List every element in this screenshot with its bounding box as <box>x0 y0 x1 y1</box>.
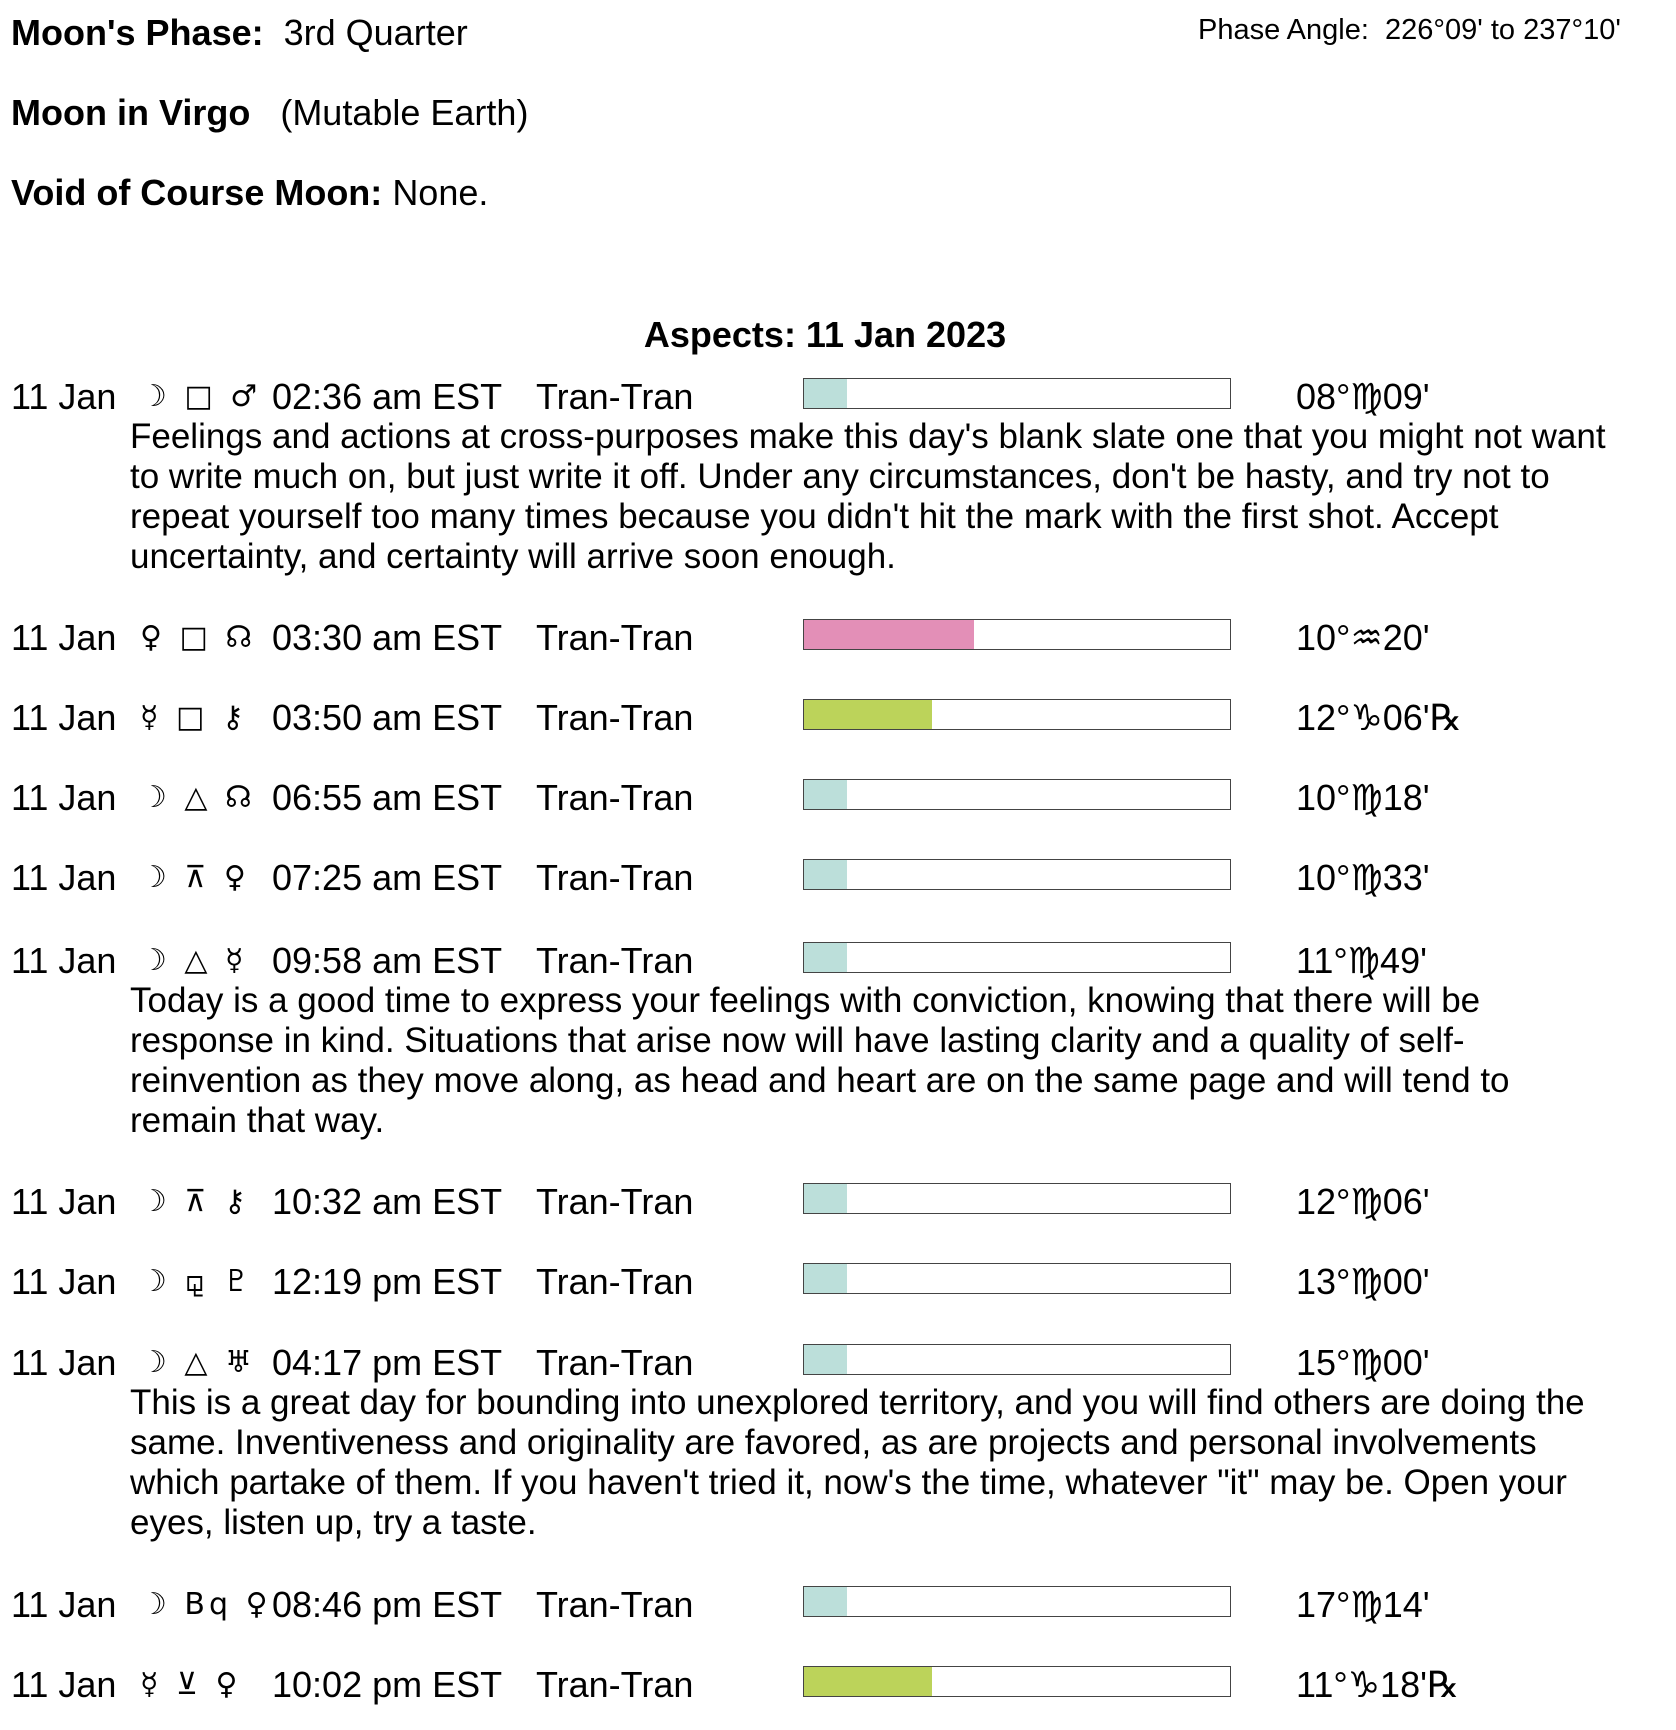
aspect-glyphs: ♀ □ ☊ <box>140 620 257 655</box>
aspect-glyphs: ☽ △ ♅ <box>140 1345 256 1380</box>
aspect-glyphs: ☽ □ ♂ <box>140 379 262 414</box>
aspect-position: 08°♍09' <box>1296 376 1430 417</box>
aspect-position: 12°♍06' <box>1296 1181 1430 1222</box>
aspect-time: 03:30 am EST <box>272 617 503 658</box>
aspect-line <box>0 697 1676 739</box>
aspect-position: 11°♍49' <box>1296 940 1427 981</box>
aspect-glyphs: ☿ □ ⚷ <box>140 700 248 735</box>
aspect-time: 02:36 am EST <box>272 376 503 417</box>
aspect-line <box>0 376 1676 418</box>
aspect-glyphs: ☽ ⊼ ♀ <box>140 860 250 895</box>
aspect-position: 12°♑06'℞ <box>1296 697 1462 738</box>
aspect-entry <box>0 777 1676 819</box>
aspect-entry <box>0 1664 1676 1706</box>
aspect-time: 09:58 am EST <box>272 940 503 981</box>
aspect-entry <box>0 857 1676 899</box>
aspect-time: 08:46 pm EST <box>272 1584 503 1625</box>
moon-phase-value: 3rd Quarter <box>283 12 468 53</box>
aspect-entry <box>0 376 1676 577</box>
aspect-line <box>0 1261 1676 1303</box>
aspect-entry <box>0 1181 1676 1223</box>
aspect-strength-fill <box>804 860 847 889</box>
aspect-entry <box>0 1584 1676 1626</box>
aspect-strength-bar <box>803 1183 1231 1214</box>
aspect-date: 11 Jan <box>11 777 117 818</box>
aspect-strength-fill <box>804 1667 932 1696</box>
aspect-strength-bar <box>803 859 1231 890</box>
aspect-entry <box>0 617 1676 659</box>
aspect-time: 10:32 am EST <box>272 1181 503 1222</box>
aspect-strength-fill <box>804 620 974 649</box>
moon-phase-row <box>11 12 468 54</box>
aspect-strength-fill <box>804 943 847 972</box>
aspect-strength-fill <box>804 379 847 408</box>
aspect-time: 03:50 am EST <box>272 697 503 738</box>
aspect-kind: Tran-Tran <box>536 617 694 658</box>
aspect-kind: Tran-Tran <box>536 697 694 738</box>
moon-sign-row <box>11 92 528 134</box>
aspect-strength-bar <box>803 1263 1231 1294</box>
aspect-line <box>0 940 1676 982</box>
aspect-date: 11 Jan <box>11 697 117 738</box>
aspect-strength-fill <box>804 1587 847 1616</box>
aspect-description: Today is a good time to express your feelings with conviction, knowing that there will be response in kind. Situations that arise now will have lasting clarity and a quality of self-reinvention as they move along, as head and heart are on the same page and will tend to remain that way. <box>130 981 1510 1140</box>
aspect-kind: Tran-Tran <box>536 940 694 981</box>
aspect-kind: Tran-Tran <box>536 1342 694 1383</box>
aspect-date: 11 Jan <box>11 1261 117 1302</box>
aspect-strength-fill <box>804 700 932 729</box>
aspect-strength-fill <box>804 780 847 809</box>
aspect-strength-bar <box>803 619 1231 650</box>
aspect-position: 10°♍33' <box>1296 857 1430 898</box>
aspect-line <box>0 617 1676 659</box>
aspect-date: 11 Jan <box>11 857 117 898</box>
aspect-position: 17°♍14' <box>1296 1584 1430 1625</box>
aspect-line <box>0 857 1676 899</box>
aspect-glyphs: ☽ ⊼ ⚷ <box>140 1184 250 1219</box>
aspect-date: 11 Jan <box>11 1664 117 1705</box>
aspect-time: 04:17 pm EST <box>272 1342 503 1383</box>
aspect-line <box>0 1584 1676 1626</box>
aspect-kind: Tran-Tran <box>536 1181 694 1222</box>
moon-phase-label: Moon's Phase: <box>11 12 264 53</box>
aspect-strength-bar <box>803 1344 1231 1375</box>
aspects-title: Aspects: 11 Jan 2023 <box>643 314 1007 355</box>
aspect-kind: Tran-Tran <box>536 1584 694 1625</box>
moon-sign-detail: (Mutable Earth) <box>280 92 529 133</box>
aspect-position: 10°♒20' <box>1296 617 1430 658</box>
aspect-glyphs: ☽ ⚼ ♇ <box>140 1264 254 1299</box>
aspect-kind: Tran-Tran <box>536 777 694 818</box>
void-of-course-value: None. <box>392 172 489 213</box>
aspect-date: 11 Jan <box>11 1181 117 1222</box>
aspect-strength-bar <box>803 942 1231 973</box>
aspect-line <box>0 777 1676 819</box>
aspect-kind: Tran-Tran <box>536 857 694 898</box>
aspect-kind: Tran-Tran <box>536 1664 694 1705</box>
aspect-date: 11 Jan <box>11 1342 117 1383</box>
aspect-position: 15°♍00' <box>1296 1342 1430 1383</box>
aspect-description: Feelings and actions at cross-purposes make this day's blank slate one that you might not want to write much on, but just write it off. Under any circumstances, don't be hasty, and try not to repeat yourself too many times because you didn't hit the mark with the first shot. Accept uncertainty, and certainty will arrive soon enough. <box>130 417 1606 576</box>
aspect-date: 11 Jan <box>11 376 117 417</box>
aspect-line <box>0 1664 1676 1706</box>
aspect-strength-fill <box>804 1345 847 1374</box>
aspect-strength-bar <box>803 378 1231 409</box>
aspect-date: 11 Jan <box>11 940 117 981</box>
aspect-strength-bar <box>803 699 1231 730</box>
aspect-strength-bar <box>803 1586 1231 1617</box>
aspect-strength-bar <box>803 779 1231 810</box>
moon-sign-label: Moon in Virgo <box>11 92 251 133</box>
aspect-entry <box>0 1261 1676 1303</box>
phase-angle <box>1198 14 1621 47</box>
aspect-time: 07:25 am EST <box>272 857 503 898</box>
phase-angle-label: Phase Angle: <box>1198 14 1369 46</box>
phase-angle-value: 226°09' to 237°10' <box>1385 14 1621 46</box>
aspect-strength-fill <box>804 1264 847 1293</box>
void-of-course-label: Void of Course Moon: <box>11 172 383 213</box>
aspect-time: 06:55 am EST <box>272 777 503 818</box>
aspect-entry <box>0 697 1676 739</box>
aspect-date: 11 Jan <box>11 1584 117 1625</box>
aspect-glyphs: ☽ △ ☿ <box>140 943 248 978</box>
aspect-description: This is a great day for bounding into unexplored territory, and you will find others are doing the same. Inventiveness and originality are favored, as are projects and personal involvements which partake of them. If you haven't tried it, now's the time, whatever "it" may be. Open your eyes, listen up, try a taste. <box>130 1383 1585 1542</box>
aspect-position: 10°♍18' <box>1296 777 1430 818</box>
aspect-time: 12:19 pm EST <box>272 1261 503 1302</box>
aspect-position: 13°♍00' <box>1296 1261 1430 1302</box>
aspect-kind: Tran-Tran <box>536 1261 694 1302</box>
aspect-glyphs: ☽ △ ☊ <box>140 780 256 815</box>
aspect-entry <box>0 940 1676 1141</box>
aspect-line <box>0 1342 1676 1384</box>
aspect-strength-fill <box>804 1184 847 1213</box>
aspect-glyphs: ☽ Bq ♀ <box>140 1587 272 1622</box>
aspect-strength-bar <box>803 1666 1231 1697</box>
aspect-kind: Tran-Tran <box>536 376 694 417</box>
void-of-course-row <box>11 172 488 214</box>
aspect-date: 11 Jan <box>11 617 117 658</box>
aspect-position: 11°♑18'℞ <box>1296 1664 1460 1705</box>
aspect-glyphs: ☿ ⊻ ♀ <box>140 1667 242 1702</box>
aspect-time: 10:02 pm EST <box>272 1664 503 1705</box>
aspect-line <box>0 1181 1676 1223</box>
aspect-entry <box>0 1342 1676 1543</box>
